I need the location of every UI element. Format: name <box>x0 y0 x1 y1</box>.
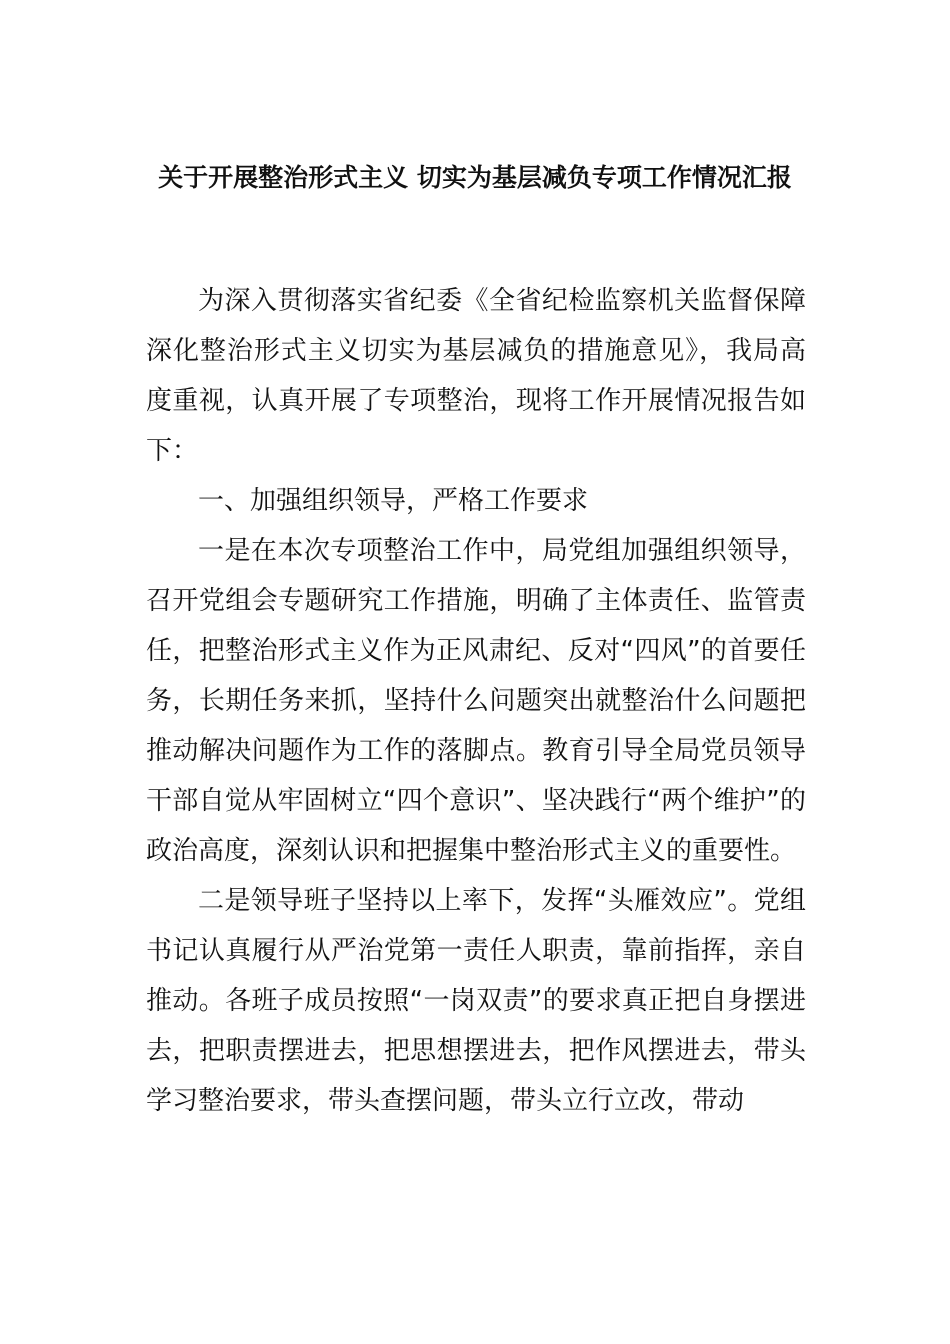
paragraph-intro: 为深入贯彻落实省纪委《全省纪检监察机关监督保障深化整治形式主义切实为基层减负的措施意见》，我局高度重视，认真开展了专项整治，现将工作开展情况报告如下： <box>146 286 806 466</box>
document-title: 关于开展整治形式主义 切实为基层减负专项工作情况汇报 <box>158 163 792 192</box>
section-heading-one: 一、加强组织领导，严格工作要求 <box>198 486 589 516</box>
paragraph-point-one: 一是在本次专项整治工作中，局党组加强组织领导，召开党组会专题研究工作措施，明确了主体责任、监管责任，把整治形式主义作为正风肃纪、反对“四风”的首要任务，长期任务来抓，坚持什么问题突出就整治什么问题把推动解决问题作为工作的落脚点。教育引导全局党员领导干部自觉从牢固树立“四个意识”、坚决践行“两个维护”的政治高度，深刻认识和把握集中整治形式主义的重要性。 <box>146 536 806 866</box>
paragraph-point-two: 二是领导班子坚持以上率下，发挥“头雁效应”。党组书记认真履行从严治党第一责任人职责，靠前指挥，亲自推动。各班子成员按照“一岗双责”的要求真正把自身摆进去，把职责摆进去，把思想摆进去，把作风摆进去，带头学习整治要求，带头查摆问题，带头立行立改，带动 <box>146 886 806 1116</box>
document-body <box>146 276 806 1126</box>
